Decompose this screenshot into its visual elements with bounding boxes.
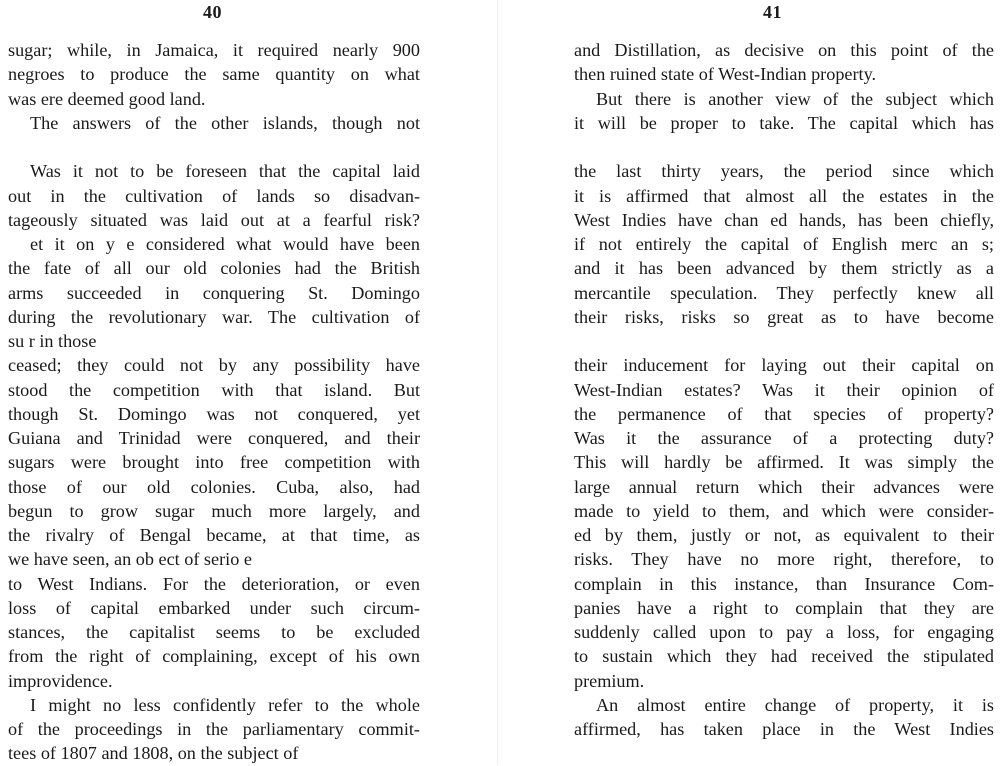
text-line: arms succeeded in conquering St. Domingo (8, 282, 420, 303)
text-line: premium. (574, 670, 645, 691)
text-line: Was it the assurance of a protecting duty? (574, 428, 994, 448)
text-line: and it has been advanced by them strictly as a (574, 258, 994, 279)
text-line: risks. They have no more right, therefore, to (574, 549, 994, 570)
text-line (574, 329, 994, 353)
text-line: though St. Domingo was not conquered, yet (8, 403, 420, 424)
text-line: panies have a right to complain that they are (574, 597, 994, 618)
text-line: loss of capital embarked under such circum- (8, 597, 420, 618)
text-line: sugars were brought into free competition with (8, 452, 420, 473)
text-line: suddenly called upon to pay a loss, for engaging (574, 622, 994, 642)
text-line: during the revolutionary war. The cultivation of (8, 306, 420, 327)
text-line: su r in those (8, 331, 97, 351)
left-page-text (8, 38, 420, 766)
text-line: we have seen, an ob ect of serio e (8, 549, 252, 570)
text-line: made to yield to them, and which were consider- (574, 500, 994, 521)
text-line: I might no less confidently refer to the whole (30, 694, 420, 715)
text-line: complain in this instance, than Insurance Com- (574, 573, 994, 594)
text-line: ed by them, justly or not, as equivalent to their (574, 525, 994, 545)
text-line: mercantile speculation. They perfectly knew all (574, 282, 994, 303)
text-line: This will hardly be affirmed. It was simply the (574, 452, 994, 473)
text-line: out in the cultivation of lands so disadvan- (8, 185, 420, 206)
text-line: and Distillation, as decisive on this point of the (574, 40, 994, 60)
text-line: Was it not to be foreseen that the capital laid (30, 161, 420, 182)
text-line: if not entirely the capital of English merc an s; (574, 234, 994, 254)
text-line: The answers of the other islands, though not (30, 112, 420, 133)
text-line: stances, the capitalist seems to be excluded (8, 622, 420, 642)
text-line: to West Indians. For the deterioration, or even (8, 573, 420, 594)
text-line: from the right of complaining, except of his own (8, 646, 420, 667)
text-line: ceased; they could not by any possibility have (8, 355, 420, 376)
text-line (574, 135, 994, 159)
text-line: of the proceedings in the parliamentary commit- (8, 719, 420, 739)
page-gutter (497, 0, 498, 765)
text-line: tageously situated was laid out at a fearful risk? (8, 209, 420, 230)
right-page-text (574, 38, 994, 741)
text-line: sugar; while, in Jamaica, it required nearly 900 (8, 40, 420, 60)
text-line: West-Indian estates? Was it their opinion of (574, 379, 994, 400)
text-line: An almost entire change of property, it is (596, 694, 994, 715)
text-line: those of our old colonies. Cuba, also, had (8, 476, 420, 497)
text-line: improvidence. (8, 670, 113, 691)
text-line (8, 135, 420, 159)
text-line: then ruined state of West-Indian property. (574, 64, 877, 85)
text-line: But there is another view of the subject which (596, 88, 994, 109)
text-line: their risks, risks so great as to have become (574, 306, 994, 327)
text-line: West Indies have chan ed hands, has been chiefly, (574, 209, 994, 230)
text-line: affirmed, has taken place in the West Indies (574, 719, 994, 739)
text-line: negroes to produce the same quantity on what (8, 64, 420, 85)
left-page-number: 40 (203, 2, 222, 22)
text-line: Guiana and Trinidad were conquered, and their (8, 428, 420, 448)
text-line: the rivalry of Bengal became, at that time, as (8, 525, 420, 545)
text-line: the permanence of that species of property? (574, 403, 994, 424)
right-page-number: 41 (763, 2, 782, 22)
text-line: tees of 1807 and 1808, on the subject of (8, 743, 299, 764)
text-line: et it on y e considered what would have been (30, 234, 420, 254)
text-line: it will be proper to take. The capital which has (574, 112, 994, 133)
text-line: stood the competition with that island. But (8, 379, 420, 400)
text-line: the last thirty years, the period since which (574, 161, 994, 182)
text-line: their inducement for laying out their capital on (574, 355, 994, 376)
text-line: it is affirmed that almost all the estates in the (574, 185, 994, 206)
text-line: large annual return which their advances were (574, 476, 994, 497)
text-line: was ere deemed good land. (8, 88, 206, 109)
text-line: to sustain which they had received the stipulated (574, 646, 994, 667)
text-line: begun to grow sugar much more largely, and (8, 500, 420, 521)
text-line: the fate of all our old colonies had the British (8, 258, 420, 279)
